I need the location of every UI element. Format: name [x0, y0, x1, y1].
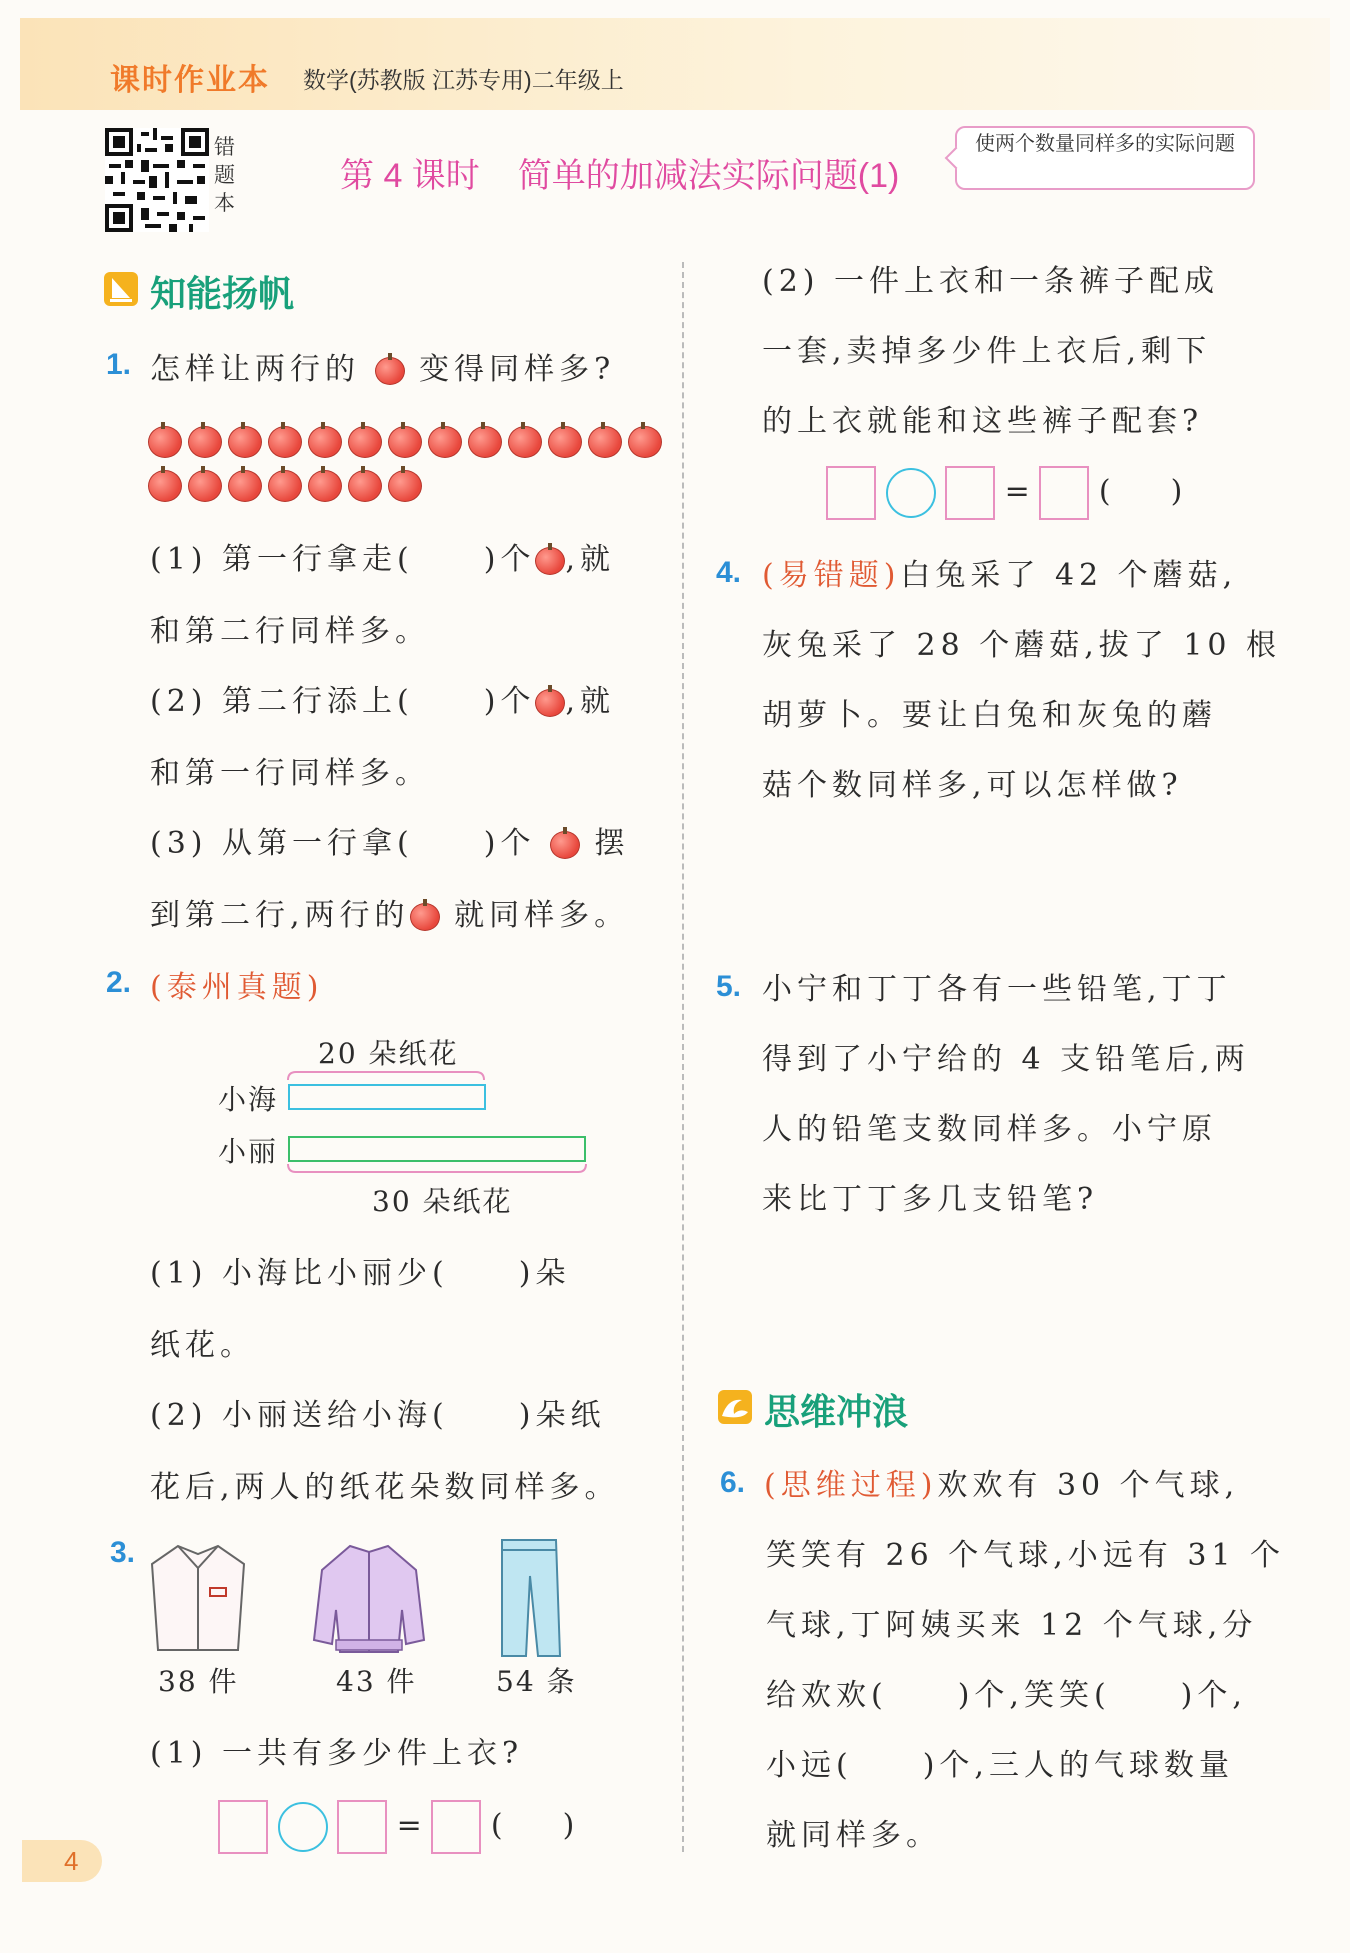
pants-icon — [494, 1536, 564, 1660]
question-number: 6. — [720, 1466, 746, 1499]
question-number: 2. — [106, 966, 132, 999]
q6-line1: (思维过程)欢欢有 30 个气球, — [764, 1468, 1240, 1503]
qr-code[interactable] — [105, 128, 209, 232]
apple-icon — [388, 470, 422, 502]
name-xiaohai: 小海 — [218, 1083, 279, 1116]
page-number: 4 — [22, 1840, 102, 1882]
jacket-icon — [312, 1540, 426, 1656]
apple-icon — [375, 357, 405, 385]
q6-line4: 给欢欢( )个,笑笑( )个, — [766, 1678, 1247, 1713]
q1-part2-cont: 和第一行同样多。 — [150, 756, 430, 791]
operator-circle[interactable] — [886, 468, 936, 518]
question-number: 1. — [106, 348, 132, 381]
q6-line6: 就同样多。 — [766, 1818, 941, 1853]
apple-icon — [535, 689, 565, 717]
apple-icon — [348, 426, 382, 458]
q3-part2-line3: 的上衣就能和这些裤子配套? — [762, 404, 1204, 439]
wave-icon — [718, 1390, 752, 1424]
lesson-tag: 使两个数量同样多的实际问题 — [955, 126, 1255, 190]
q2-bottom-label: 30 朵纸花 — [372, 1185, 513, 1218]
answer-box[interactable] — [218, 1800, 268, 1854]
apple-icon — [535, 547, 565, 575]
apple-icon — [268, 470, 302, 502]
q3-part1: (1) 一共有多少件上衣? — [150, 1736, 524, 1771]
q4-line3: 胡萝卜。要让白兔和灰兔的蘑 — [762, 698, 1217, 733]
lesson-name: 简单的加减法实际问题(1) — [517, 157, 900, 195]
q2-part2-cont: 花后,两人的纸花朵数同样多。 — [150, 1470, 620, 1505]
operator-circle[interactable] — [278, 1802, 328, 1852]
q3-part2-line2: 一套,卖掉多少件上衣后,剩下 — [762, 334, 1212, 369]
apple-icon — [188, 426, 222, 458]
q4-line4: 菇个数同样多,可以怎样做? — [762, 768, 1183, 803]
q5-line3: 人的铅笔支数同样多。小宁原 — [762, 1112, 1217, 1147]
q6-line5: 小远( )个,三人的气球数量 — [766, 1748, 1234, 1783]
q4-line1: (易错题)白兔采了 42 个蘑菇, — [762, 558, 1238, 593]
apple-icon — [308, 426, 342, 458]
q2-top-label: 20 朵纸花 — [318, 1037, 459, 1070]
shirt-icon — [148, 1538, 248, 1656]
apple-icon — [268, 426, 302, 458]
answer-box[interactable] — [945, 466, 995, 520]
pants-count: 54 条 — [496, 1665, 577, 1698]
q1-part1-cont: 和第二行同样多。 — [150, 614, 430, 649]
apple-icon — [188, 470, 222, 502]
q6-line3: 气球,丁阿姨买来 12 个气球,分 — [766, 1608, 1258, 1643]
apple-icon — [388, 426, 422, 458]
bar-xiaoli — [288, 1136, 586, 1162]
brace-top — [286, 1068, 486, 1082]
q2-part1: (1) 小海比小丽少( )朵 — [150, 1256, 571, 1291]
apple-icon — [508, 426, 542, 458]
question-number: 3. — [110, 1536, 136, 1569]
q5-line4: 来比丁丁多几支铅笔? — [762, 1182, 1099, 1217]
apple-row-1 — [148, 426, 668, 458]
apple-icon — [228, 426, 262, 458]
q3-equation-1: = ( ) — [218, 1800, 574, 1854]
answer-box[interactable] — [337, 1800, 387, 1854]
q3-part2: (2) 一件上衣和一条裤子配成 — [762, 264, 1220, 299]
apple-icon — [588, 426, 622, 458]
name-xiaoli: 小丽 — [218, 1135, 279, 1168]
q5-line1: 小宁和丁丁各有一些铅笔,丁丁 — [762, 972, 1232, 1007]
column-divider — [682, 262, 684, 1852]
apple-icon — [628, 426, 662, 458]
apple-row-2 — [148, 470, 428, 502]
apple-icon — [468, 426, 502, 458]
answer-box[interactable] — [826, 466, 876, 520]
question-number: 5. — [716, 970, 742, 1003]
q1-part2: (2) 第二行添上( )个 ,就 — [150, 684, 615, 719]
shirt-count: 38 件 — [158, 1665, 239, 1698]
q2-source-tag: (泰州真题) — [150, 970, 324, 1005]
jacket-count: 43 件 — [336, 1665, 417, 1698]
answer-box[interactable] — [1039, 466, 1089, 520]
apple-icon — [148, 426, 182, 458]
q4-line2: 灰兔采了 28 个蘑菇,拔了 10 根 — [762, 628, 1282, 663]
sail-icon — [104, 272, 138, 306]
q2-part2: (2) 小丽送给小海( )朵纸 — [150, 1398, 606, 1433]
subject-label: 数学(苏教版 江苏专用)二年级上 — [303, 67, 624, 93]
apple-icon — [550, 831, 580, 859]
apple-icon — [348, 470, 382, 502]
question-number: 4. — [716, 556, 742, 589]
apple-icon — [410, 903, 440, 931]
apple-icon — [548, 426, 582, 458]
q6-line2: 笑笑有 26 个气球,小远有 31 个 — [766, 1538, 1286, 1573]
brace-bottom — [286, 1162, 588, 1176]
bar-xiaohai — [288, 1084, 486, 1110]
brand-title: 课时作业本 — [110, 64, 270, 97]
apple-icon — [148, 470, 182, 502]
q1-part3: (3) 从第一行拿( )个 摆 — [150, 826, 630, 861]
section-title-zhineng: 知能扬帆 — [150, 273, 295, 314]
q1-part1: (1) 第一行拿走( )个 ,就 — [150, 542, 615, 577]
q1-part3-cont: 到第二行,两行的 就同样多。 — [150, 898, 630, 933]
apple-icon — [228, 470, 262, 502]
lesson-title — [340, 148, 899, 197]
section-title-siwei: 思维冲浪 — [764, 1391, 909, 1432]
q5-line2: 得到了小宁给的 4 支铅笔后,两 — [762, 1042, 1250, 1077]
apple-icon — [308, 470, 342, 502]
wrong-question-label: 错题本 — [214, 136, 235, 215]
lesson-number: 第 4 课时 — [340, 157, 480, 195]
answer-box[interactable] — [431, 1800, 481, 1854]
q3-equation-2: = ( ) — [826, 466, 1182, 520]
q2-part1-cont: 纸花。 — [150, 1328, 255, 1363]
q1-stem: 怎样让两行的 变得同样多? — [150, 352, 616, 387]
apple-icon — [428, 426, 462, 458]
